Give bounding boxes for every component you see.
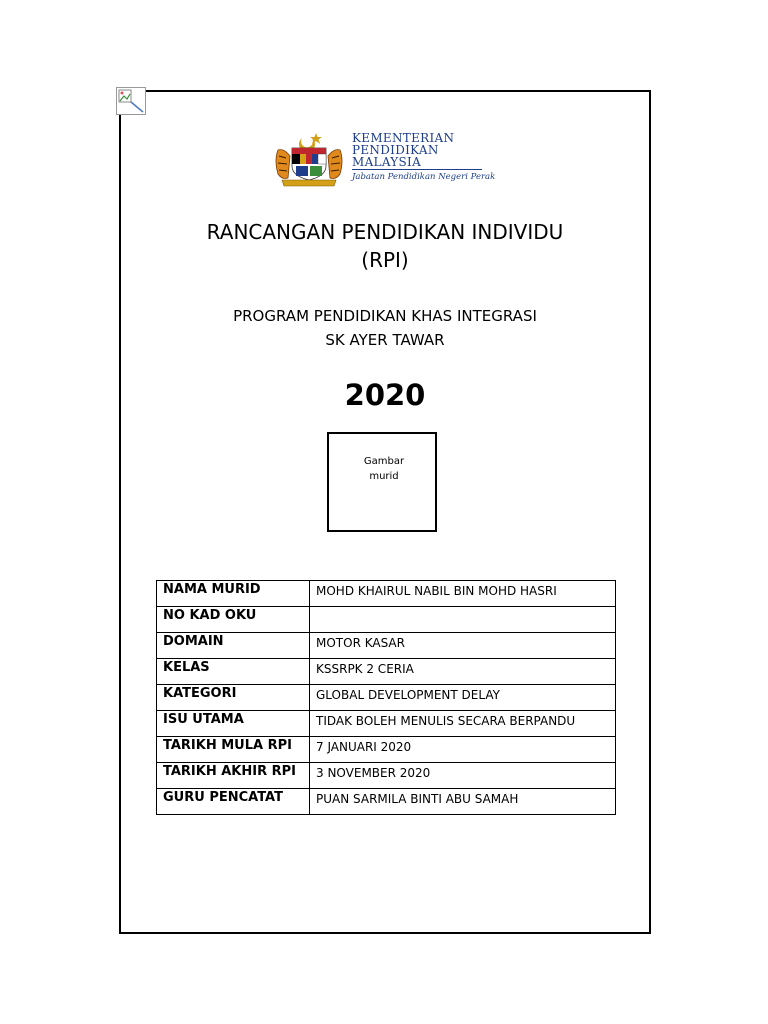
photo-label: [329, 434, 435, 484]
ministry-name: [352, 132, 454, 168]
table-row: [157, 763, 616, 789]
row-label: NAMA MURID: [157, 581, 310, 607]
table-row: [157, 659, 616, 685]
photo-label-line-2: murid: [369, 471, 399, 482]
program-name: [119, 304, 651, 352]
title-line-2: (RPI): [361, 248, 409, 272]
title-line-1: RANCANGAN PENDIDIKAN INDIVIDU: [206, 220, 564, 244]
program-line-2: SK AYER TAWAR: [325, 331, 445, 349]
row-value: PUAN SARMILA BINTI ABU SAMAH: [310, 789, 616, 815]
row-label: TARIKH AKHIR RPI: [157, 763, 310, 789]
document-title: [119, 218, 651, 274]
photo-label-line-1: Gambar: [363, 456, 405, 467]
broken-image-icon: [116, 87, 146, 115]
row-label: TARIKH MULA RPI: [157, 737, 310, 763]
ministry-line-1: KEMENTERIAN: [352, 131, 455, 145]
row-value: 3 NOVEMBER 2020: [310, 763, 616, 789]
logo-divider: [352, 169, 482, 170]
row-label: GURU PENCATAT: [157, 789, 310, 815]
table-row: [157, 737, 616, 763]
row-value: [310, 607, 616, 633]
table-row: [157, 607, 616, 633]
row-label: KATEGORI: [157, 685, 310, 711]
row-value: GLOBAL DEVELOPMENT DELAY: [310, 685, 616, 711]
row-value: MOHD KHAIRUL NABIL BIN MOHD HASRI: [310, 581, 616, 607]
table-row: [157, 633, 616, 659]
table-row: [157, 789, 616, 815]
table-row: [157, 685, 616, 711]
row-label: NO KAD OKU: [157, 607, 310, 633]
row-value: 7 JANUARI 2020: [310, 737, 616, 763]
coat-of-arms-icon: [272, 130, 346, 188]
table-row: [157, 581, 616, 607]
ministry-line-3: MALAYSIA: [352, 155, 422, 169]
row-label: ISU UTAMA: [157, 711, 310, 737]
row-label: DOMAIN: [157, 633, 310, 659]
student-photo-placeholder: [327, 432, 437, 532]
document-year: 2020: [344, 378, 426, 412]
program-line-1: PROGRAM PENDIDIKAN KHAS INTEGRASI: [233, 307, 537, 325]
ministry-logo: [272, 130, 496, 190]
row-value: TIDAK BOLEH MENULIS SECARA BERPANDU: [310, 711, 616, 737]
row-value: KSSRPK 2 CERIA: [310, 659, 616, 685]
ministry-line-2: PENDIDIKAN: [352, 143, 439, 157]
row-value: MOTOR KASAR: [310, 633, 616, 659]
student-info-table: [156, 580, 616, 815]
department-name: Jabatan Pendidikan Negeri Perak: [352, 172, 496, 182]
row-label: KELAS: [157, 659, 310, 685]
table-row: [157, 711, 616, 737]
